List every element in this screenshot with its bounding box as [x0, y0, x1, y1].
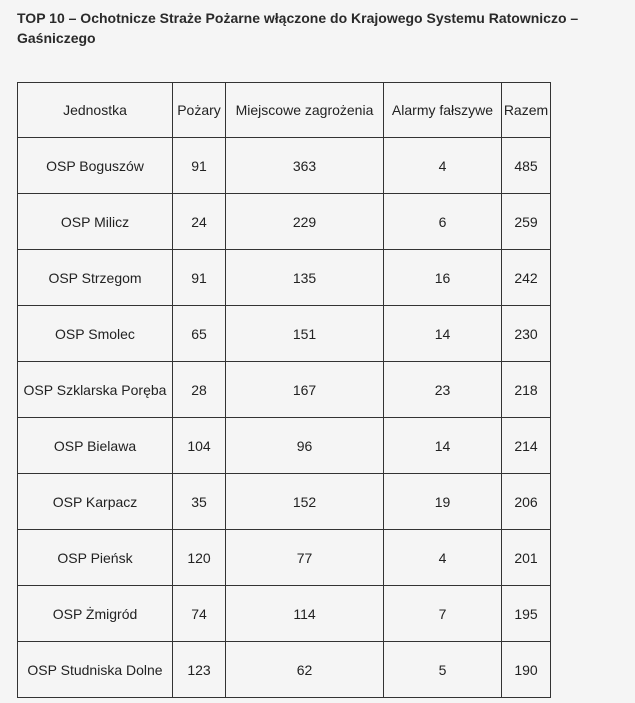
- table-row: [18, 362, 551, 418]
- header-fires: Pożary: [173, 83, 226, 138]
- cell-false-alarms: 14: [384, 418, 502, 474]
- cell-unit: OSP Milicz: [18, 194, 173, 250]
- cell-false-alarms: 16: [384, 250, 502, 306]
- cell-unit: OSP Studniska Dolne: [18, 642, 173, 698]
- table-row: [18, 194, 551, 250]
- table-row: [18, 250, 551, 306]
- fire-stations-table: [17, 82, 551, 698]
- cell-unit: OSP Boguszów: [18, 138, 173, 194]
- table-row: [18, 586, 551, 642]
- cell-false-alarms: 5: [384, 642, 502, 698]
- cell-false-alarms: 14: [384, 306, 502, 362]
- cell-unit: OSP Szklarska Poręba: [18, 362, 173, 418]
- table-header-row: [18, 83, 551, 138]
- cell-fires: 123: [173, 642, 226, 698]
- cell-fires: 74: [173, 586, 226, 642]
- header-false-alarms: Alarmy fałszywe: [384, 83, 502, 138]
- header-unit: Jednostka: [18, 83, 173, 138]
- table-row: [18, 138, 551, 194]
- cell-total: 214: [502, 418, 551, 474]
- table-row: [18, 474, 551, 530]
- cell-unit: OSP Pieńsk: [18, 530, 173, 586]
- cell-local-threats: 62: [226, 642, 384, 698]
- cell-unit: OSP Bielawa: [18, 418, 173, 474]
- cell-total: 230: [502, 306, 551, 362]
- cell-false-alarms: 6: [384, 194, 502, 250]
- cell-local-threats: 152: [226, 474, 384, 530]
- cell-fires: 24: [173, 194, 226, 250]
- page-title: TOP 10 – Ochotnicze Straże Pożarne włączone do Krajowego Systemu Ratowniczo – Gaśniczego: [17, 10, 579, 46]
- cell-fires: 91: [173, 138, 226, 194]
- cell-total: 190: [502, 642, 551, 698]
- cell-total: 259: [502, 194, 551, 250]
- cell-local-threats: 151: [226, 306, 384, 362]
- cell-local-threats: 96: [226, 418, 384, 474]
- cell-total: 218: [502, 362, 551, 418]
- table-row: [18, 642, 551, 698]
- cell-fires: 35: [173, 474, 226, 530]
- cell-fires: 104: [173, 418, 226, 474]
- cell-unit: OSP Żmigród: [18, 586, 173, 642]
- header-local-threats: Miejscowe zagrożenia: [226, 83, 384, 138]
- cell-false-alarms: 23: [384, 362, 502, 418]
- cell-local-threats: 135: [226, 250, 384, 306]
- cell-fires: 120: [173, 530, 226, 586]
- cell-local-threats: 229: [226, 194, 384, 250]
- table-row: [18, 530, 551, 586]
- cell-total: 195: [502, 586, 551, 642]
- table-row: [18, 306, 551, 362]
- cell-false-alarms: 4: [384, 138, 502, 194]
- cell-local-threats: 77: [226, 530, 384, 586]
- cell-local-threats: 363: [226, 138, 384, 194]
- cell-local-threats: 114: [226, 586, 384, 642]
- cell-unit: OSP Smolec: [18, 306, 173, 362]
- cell-fires: 91: [173, 250, 226, 306]
- cell-total: 201: [502, 530, 551, 586]
- cell-local-threats: 167: [226, 362, 384, 418]
- cell-fires: 28: [173, 362, 226, 418]
- cell-total: 242: [502, 250, 551, 306]
- cell-false-alarms: 19: [384, 474, 502, 530]
- cell-unit: OSP Karpacz: [18, 474, 173, 530]
- table-row: [18, 418, 551, 474]
- cell-total: 485: [502, 138, 551, 194]
- cell-unit: OSP Strzegom: [18, 250, 173, 306]
- header-total: Razem: [502, 83, 551, 138]
- cell-false-alarms: 4: [384, 530, 502, 586]
- cell-fires: 65: [173, 306, 226, 362]
- cell-false-alarms: 7: [384, 586, 502, 642]
- cell-total: 206: [502, 474, 551, 530]
